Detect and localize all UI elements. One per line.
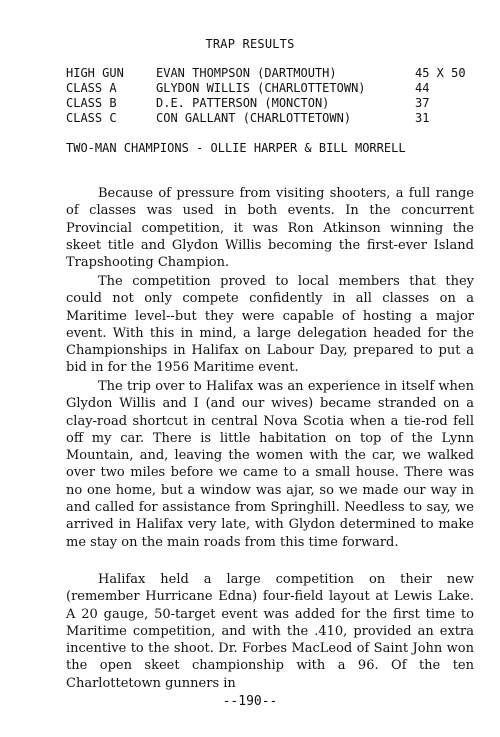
result-class: CLASS B [66,96,117,110]
section-title: TRAP RESULTS [205,37,295,51]
result-class: HIGH GUN [66,66,124,80]
result-score: 37 [415,96,430,110]
result-class: CLASS C [66,111,117,125]
body-paragraph: The competition proved to local members that they could not only compete confidently in all classes on a Maritime level--but they were capable of hosting a major event. With this in mind, a large delegation headed for the Championships in Halifax on Labour Day, prepared to put a bid in for the 1956 Maritime event. [66,274,474,376]
result-row [66,111,486,126]
result-row [66,81,486,96]
result-name: EVAN THOMPSON (DARTMOUTH) [156,66,337,80]
body-paragraph: Halifax held a large competition on their new (remember Hurricane Edna) four-field layout at Lewis Lake. A 20 gauge, 50-target event was added for the first time to Maritime competition, and with the .410, provided an extra incentive to the shoot. Dr. Forbes MacLeod of Saint John won the open skeet championship with a 96. Of the ten Charlottetown gunners in [66,572,474,691]
result-score: 45 X 50 [415,66,466,80]
result-name: D.E. PATTERSON (MONCTON) [156,96,330,110]
result-score: 31 [415,111,430,125]
result-class: CLASS A [66,81,117,95]
trap-results-table [66,66,486,126]
body-paragraph: The trip over to Halifax was an experience in itself when Glydon Willis and I (and our wives) became stranded on a clay-road shortcut in central Nova Scotia when a tie-rod fell off my car. There is little habitation on top of the Lynn Mountain, and, leaving the women with the car, we walked over two miles before we came to a small house. There was no one home, but a window was ajar, so we made our way in and called for assistance from Springhill. Needless to say, we arrived in Halifax very late, with Glydon determined to make me stay on the main roads from this time forward. [66,379,474,550]
two-man-champions: TWO-MAN CHAMPIONS - OLLIE HARPER & BILL MORRELL [66,141,406,155]
result-name: GLYDON WILLIS (CHARLOTTETOWN) [156,81,366,95]
page-number: --190-- [222,694,278,709]
body-paragraph: Because of pressure from visiting shooters, a full range of classes was used in both events. In the concurrent Provincial competition, it was Ron Atkinson winning the skeet title and Glydon Willis becoming the first-ever Island Trapshooting Champion. [66,186,474,271]
result-row [66,66,486,81]
result-row [66,96,486,111]
result-score: 44 [415,81,430,95]
result-name: CON GALLANT (CHARLOTTETOWN) [156,111,352,125]
